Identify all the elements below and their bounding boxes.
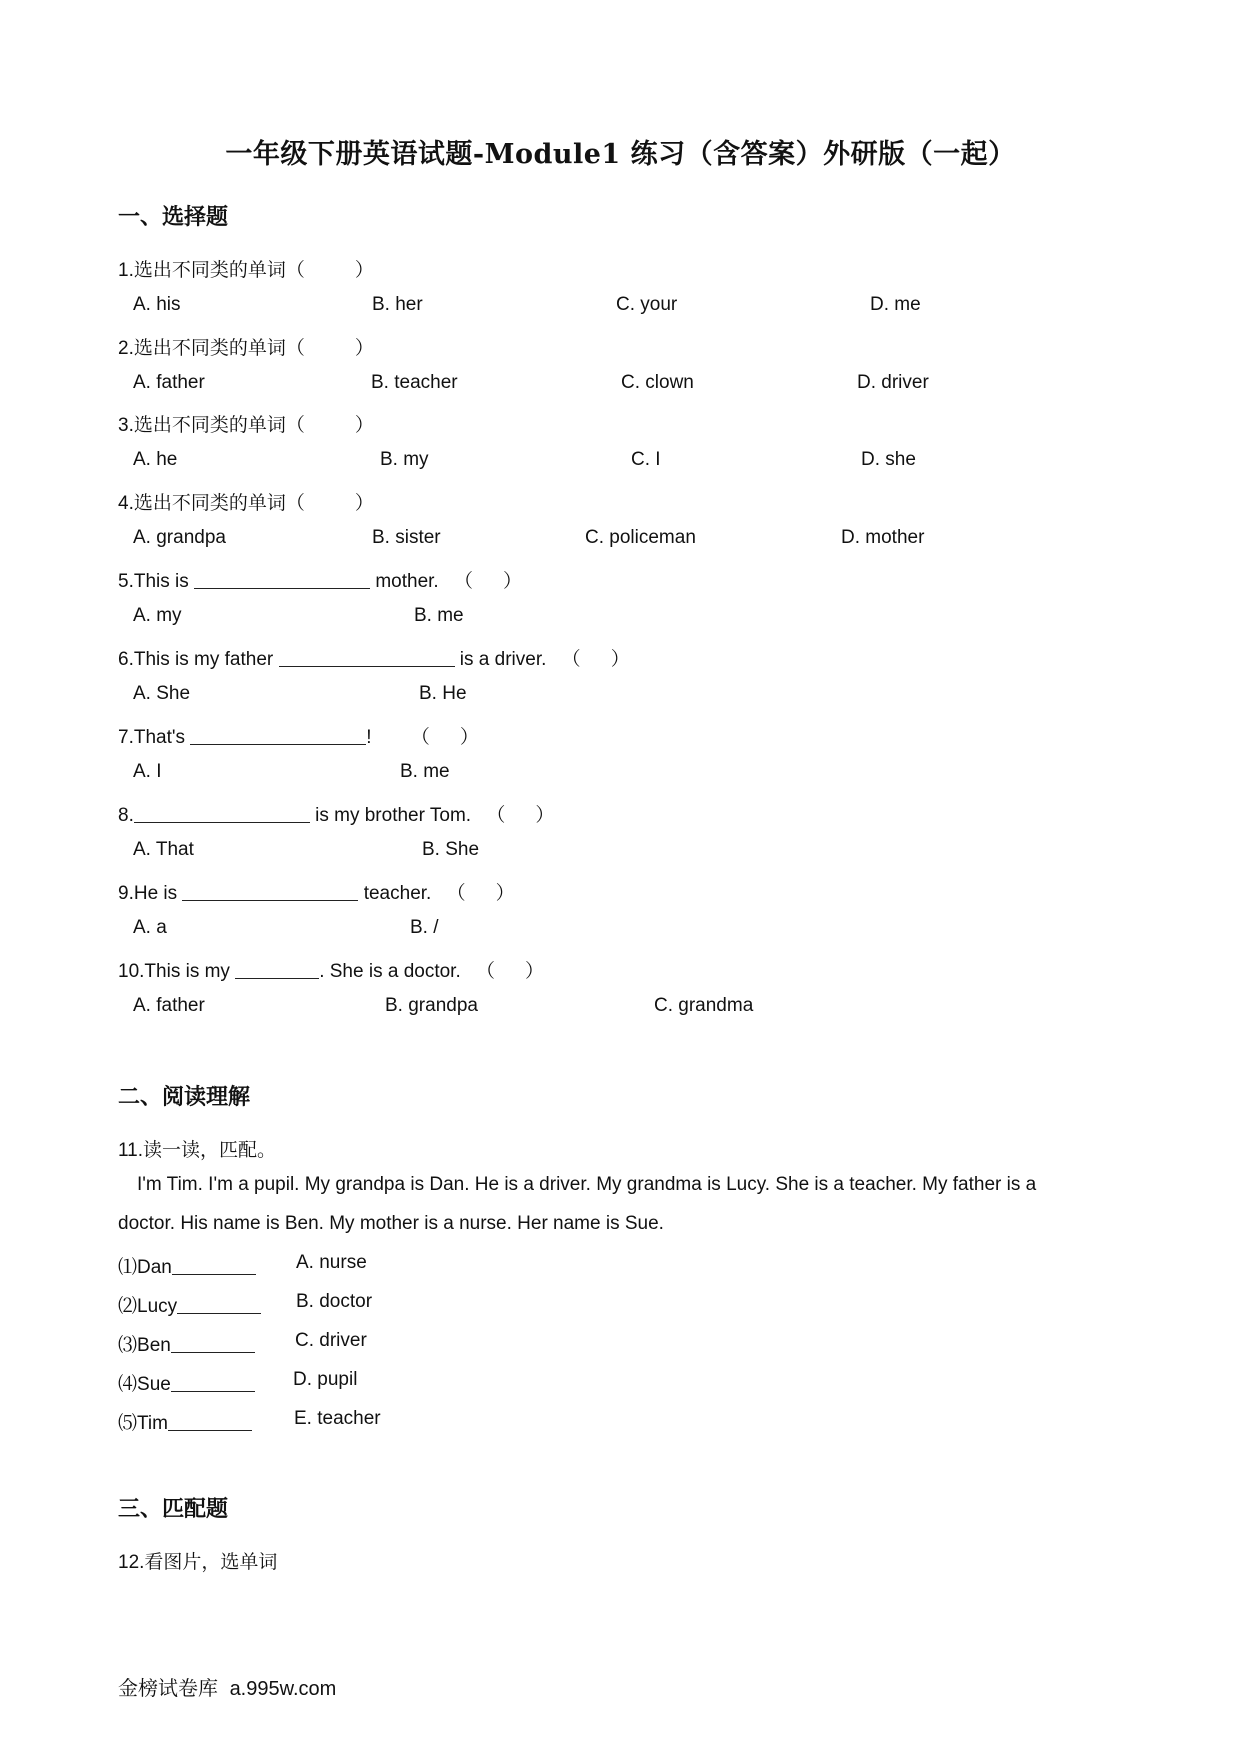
question-9 [118,878,515,905]
option-d: D. driver [857,372,929,393]
answer-blank [177,1295,261,1314]
option-c: C. grandma [654,995,754,1016]
answer-blank [171,1373,255,1392]
answer-blank [182,882,358,901]
question-text-after: is my brother Tom. [309,805,472,826]
paren-close: ） [525,960,545,982]
answer-blank [190,726,366,745]
question-text-after: is a driver. [454,649,547,670]
question-text-after: mother. [370,571,439,592]
question-prompt: 选出不同类的单词（ [133,259,305,281]
question-text: That's [133,727,191,748]
question-12 [118,1547,277,1574]
question-text: This is [133,571,195,592]
paren-close: ） [503,570,523,592]
question-prompt: 读一读，匹配。 [143,1139,277,1161]
option-a: A. father [133,995,205,1016]
option-b: B. me [400,761,450,782]
question-number: 11. [118,1140,144,1161]
footer-site: a.995w.com [229,1678,337,1700]
option-c: C. clown [621,372,694,393]
option-c: C. your [616,294,678,315]
question-3 [118,410,374,437]
option-a: A. grandpa [133,527,226,548]
question-prompt: 看图片，选单词 [144,1551,278,1573]
paren-close: ） [354,337,374,359]
question-prompt: 选出不同类的单词（ [133,492,305,514]
question-number: 2. [118,338,134,359]
item-name: Tim [137,1413,168,1434]
section-heading-matching: 三、匹配题 [118,1496,229,1522]
option-a: A. he [133,449,178,470]
paren-open: （ [446,882,466,904]
match-answer-a: A. nurse [296,1252,367,1273]
reading-passage-line-1: I'm Tim. I'm a pupil. My grandpa is Dan. He is a driver. My grandma is Lucy. She is a teacher. My father is a [137,1174,1037,1195]
option-b: B. He [419,683,467,704]
question-prompt: 选出不同类的单词（ [133,414,305,436]
paren-close: ） [495,882,515,904]
item-mark: ⑷ [118,1374,138,1395]
question-text: This is my father [133,649,279,670]
paren-close: ） [610,648,630,670]
match-answer-d: D. pupil [293,1369,358,1390]
answer-blank [134,804,310,823]
item-name: Lucy [137,1296,178,1317]
match-answer-e: E. teacher [294,1408,381,1429]
question-8 [118,800,554,827]
question-7 [118,722,479,749]
option-b: B. my [380,449,429,470]
option-b: B. She [422,839,480,860]
option-b: B. grandpa [385,995,478,1016]
question-text: He is [133,883,183,904]
item-name: Dan [137,1257,172,1278]
paren-open: （ [476,960,496,982]
question-number: 12. [118,1552,145,1573]
reading-passage-line-2: doctor. His name is Ben. My mother is a nurse. Her name is Sue. [118,1213,664,1234]
question-2 [118,333,374,360]
item-name: Sue [137,1374,171,1395]
option-a: A. That [133,839,194,860]
option-a: A. his [133,294,181,315]
question-number: 4. [118,493,134,514]
answer-blank [171,1334,255,1353]
answer-blank [168,1412,252,1431]
paren-open: （ [561,648,581,670]
option-b: B. teacher [371,372,458,393]
question-4 [118,488,374,515]
paren-close: ） [354,414,374,436]
question-11 [118,1135,276,1162]
question-number: 9. [118,883,134,904]
paren-open: （ [453,570,473,592]
item-mark: ⑶ [118,1335,138,1356]
page-footer [118,1672,336,1701]
question-10 [118,956,544,983]
question-1 [118,255,374,282]
item-mark: ⑸ [118,1413,138,1434]
option-d: D. she [861,449,916,470]
section-heading-choice: 一、选择题 [118,204,229,230]
paren-open: （ [486,804,506,826]
match-item-4 [118,1369,255,1396]
question-text-after: ! [366,727,372,748]
question-number: 1. [118,260,134,281]
option-a: A. I [133,761,162,782]
question-number: 6. [118,649,134,670]
match-item-2 [118,1291,261,1318]
paren-close: ） [535,804,555,826]
match-item-1 [118,1252,256,1279]
question-text-after: teacher. [358,883,432,904]
question-text-after: . She is a doctor. [319,961,461,982]
footer-brand: 金榜试卷库 [118,1676,218,1700]
question-6 [118,644,630,671]
page-title: 一年级下册英语试题-Module1 练习（含答案）外研版（一起） [225,139,1016,170]
option-b: B. me [414,605,464,626]
question-number: 5. [118,571,134,592]
question-5 [118,566,522,593]
option-a: A. father [133,372,205,393]
match-item-5 [118,1408,252,1435]
match-answer-b: B. doctor [296,1291,373,1312]
paren-close: ） [459,726,479,748]
paren-open: （ [410,726,430,748]
item-name: Ben [137,1335,171,1356]
paren-close: ） [354,492,374,514]
question-number: 7. [118,727,134,748]
question-text: This is my [144,961,236,982]
question-prompt: 选出不同类的单词（ [133,337,305,359]
paren-close: ） [354,259,374,281]
answer-blank [172,1256,256,1275]
question-number: 10. [118,961,145,982]
option-b: B. sister [372,527,441,548]
option-c: C. policeman [585,527,696,548]
option-b: B. / [410,917,439,938]
item-mark: ⑴ [118,1257,138,1278]
option-a: A. a [133,917,167,938]
answer-blank [279,648,455,667]
match-item-3 [118,1330,255,1357]
option-a: A. She [133,683,191,704]
option-b: B. her [372,294,423,315]
option-c: C. I [631,449,661,470]
match-answer-c: C. driver [295,1330,367,1351]
item-mark: ⑵ [118,1296,138,1317]
option-d: D. me [870,294,921,315]
option-a: A. my [133,605,182,626]
option-d: D. mother [841,527,925,548]
section-heading-reading: 二、阅读理解 [118,1084,251,1110]
question-number: 3. [118,415,134,436]
answer-blank [194,570,370,589]
question-number: 8. [118,805,134,826]
answer-blank [235,960,319,979]
